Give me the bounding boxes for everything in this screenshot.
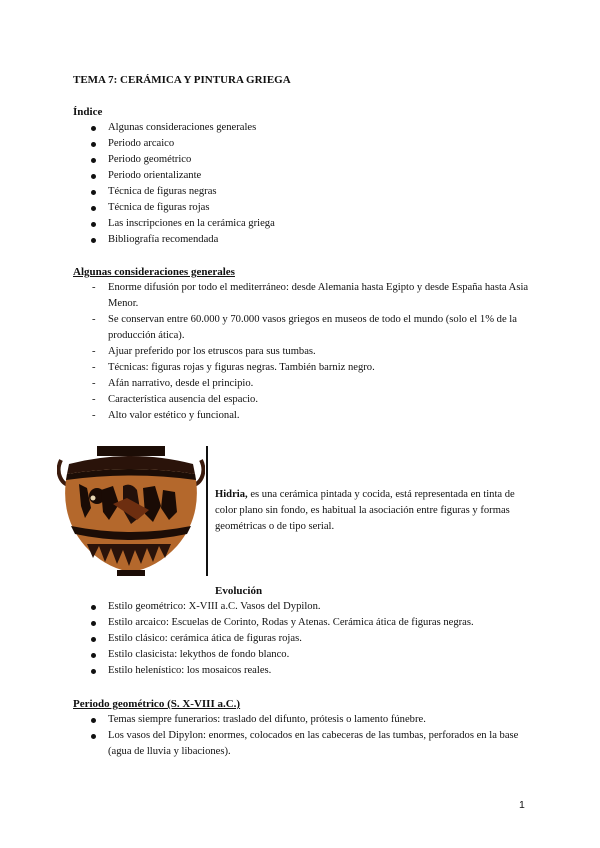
list-item: - Ajuar preferido por los etruscos para sus tumbas. <box>90 344 530 360</box>
geometrico-heading: Periodo geométrico (S. X-VIII a.C.) <box>73 698 241 710</box>
consideraciones-list <box>90 280 530 424</box>
evolucion-heading: Evolución <box>215 585 263 597</box>
indice-heading: Índice <box>73 106 103 118</box>
list-item: Periodo orientalizante <box>90 168 275 184</box>
document-title: TEMA 7: CERÁMICA Y PINTURA GRIEGA <box>73 74 291 86</box>
caption-text: es una cerámica pintada y cocida, está representada en tinta de color plano sin fondo, es habitual la asociación entre figuras y formas geométricas o de tipo serial. <box>215 489 515 532</box>
list-item: - Afán narrativo, desde el principio. <box>90 376 530 392</box>
list-item: - Enorme difusión por todo el mediterráneo: desde Alemania hasta Egipto y desde España hasta Asia Menor. <box>90 280 530 312</box>
list-item: Estilo clasicista: lekythos de fondo blanco. <box>90 647 474 663</box>
page-number: 1 <box>519 799 525 811</box>
list-item: Técnica de figuras rojas <box>90 200 275 216</box>
figure-divider <box>206 446 208 576</box>
list-item: - Alto valor estético y funcional. <box>90 408 530 424</box>
figure-caption <box>215 487 535 535</box>
list-item: Estilo helenístico: los mosaicos reales. <box>90 663 474 679</box>
list-item: Bibliografía recomendada <box>90 232 275 248</box>
list-item: Periodo arcaico <box>90 136 275 152</box>
list-item: - Técnicas: figuras rojas y figuras negras. También barniz negro. <box>90 360 530 376</box>
list-item: Los vasos del Dipylon: enormes, colocados en las cabeceras de las tumbas, perforados en la base (agua de lluvia y libaciones). <box>90 728 540 760</box>
list-item: Periodo geométrico <box>90 152 275 168</box>
list-item: Algunas consideraciones generales <box>90 120 275 136</box>
list-item: Estilo geométrico: X-VIII a.C. Vasos del Dypilon. <box>90 599 474 615</box>
indice-list <box>90 120 275 248</box>
list-item: Técnica de figuras negras <box>90 184 275 200</box>
geometrico-list <box>90 712 540 760</box>
list-item: Estilo clásico: cerámica ática de figuras rojas. <box>90 631 474 647</box>
hydria-image <box>57 446 205 576</box>
list-item: - Se conservan entre 60.000 y 70.000 vasos griegos en museos de todo el mundo (solo el 1% de la producción ática). <box>90 312 530 344</box>
list-item: - Característica ausencia del espacio. <box>90 392 530 408</box>
evolucion-list <box>90 599 474 679</box>
list-item: Las inscripciones en la cerámica griega <box>90 216 275 232</box>
caption-bold: Hidria, <box>215 489 248 500</box>
list-item: Estilo arcaico: Escuelas de Corinto, Rodas y Atenas. Cerámica ática de figuras negras. <box>90 615 474 631</box>
list-item: Temas siempre funerarios: traslado del difunto, prótesis o lamento fúnebre. <box>90 712 540 728</box>
consideraciones-heading: Algunas consideraciones generales <box>73 266 235 278</box>
